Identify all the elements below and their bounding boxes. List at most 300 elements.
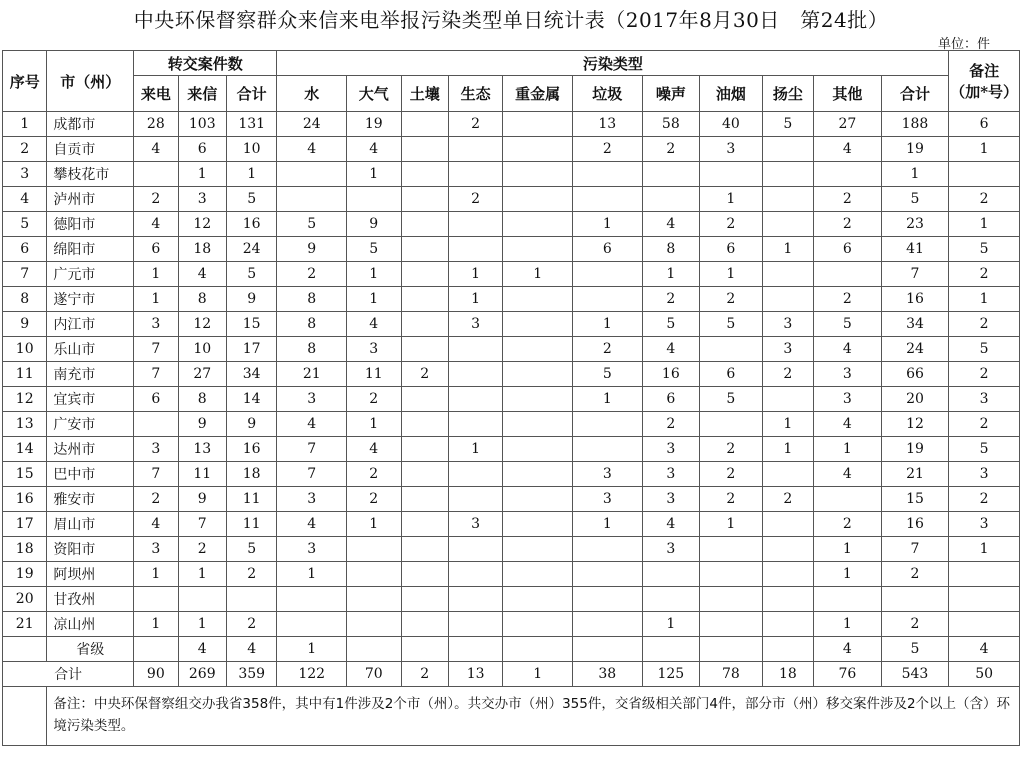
header-pollution-col: 大气 [347, 76, 401, 112]
row-seq: 9 [3, 312, 47, 337]
row-value [347, 612, 401, 637]
row-seq: 6 [3, 237, 47, 262]
row-city: 乐山市 [47, 337, 134, 362]
row-value [448, 387, 502, 412]
header-pollution-col: 油烟 [700, 76, 763, 112]
row-value [401, 187, 448, 212]
header-pollution-col: 垃圾 [572, 76, 642, 112]
row-value: 10 [178, 337, 226, 362]
table-row [3, 537, 1020, 562]
row-value [401, 487, 448, 512]
row-value: 5 [814, 312, 882, 337]
row-city: 广元市 [47, 262, 134, 287]
row-value [401, 337, 448, 362]
row-value [401, 212, 448, 237]
row-value [448, 612, 502, 637]
row-value [700, 337, 763, 362]
row-value [134, 162, 178, 187]
row-value: 1 [572, 387, 642, 412]
row-value: 5 [347, 237, 401, 262]
row-value: 3 [572, 462, 642, 487]
row-value [762, 212, 813, 237]
table-row [3, 437, 1020, 462]
row-value: 3 [642, 537, 700, 562]
province-value [700, 637, 763, 662]
row-value: 8 [277, 287, 347, 312]
row-value: 1 [572, 512, 642, 537]
total-value: 78 [700, 662, 763, 687]
row-value [572, 612, 642, 637]
row-value: 10 [226, 137, 276, 162]
row-value: 4 [277, 412, 347, 437]
row-value: 1 [448, 262, 502, 287]
header-pollution-col: 其他 [814, 76, 882, 112]
table-row [3, 587, 1020, 612]
row-value [642, 162, 700, 187]
table-row [3, 237, 1020, 262]
row-value: 14 [226, 387, 276, 412]
total-value: 90 [134, 662, 178, 687]
row-value [503, 112, 573, 137]
table-row [3, 512, 1020, 537]
row-value [700, 612, 763, 637]
row-value [401, 562, 448, 587]
row-value: 2 [277, 262, 347, 287]
row-value [700, 537, 763, 562]
row-value: 1 [814, 562, 882, 587]
province-value [762, 637, 813, 662]
row-value: 16 [881, 287, 949, 312]
province-value [448, 637, 502, 662]
row-value [448, 212, 502, 237]
row-value [503, 137, 573, 162]
row-seq: 18 [3, 537, 47, 562]
row-value: 103 [178, 112, 226, 137]
row-value: 1 [572, 312, 642, 337]
row-value: 3 [134, 312, 178, 337]
row-value [762, 562, 813, 587]
row-value: 5 [226, 537, 276, 562]
row-value: 18 [226, 462, 276, 487]
row-value: 12 [178, 212, 226, 237]
row-value [572, 562, 642, 587]
row-value: 6 [572, 237, 642, 262]
row-value: 1 [949, 212, 1020, 237]
unit-label: 单位：件 [937, 37, 990, 52]
row-value: 3 [949, 512, 1020, 537]
row-value: 8 [178, 287, 226, 312]
row-value: 6 [814, 237, 882, 262]
row-value [572, 412, 642, 437]
row-value: 2 [949, 362, 1020, 387]
row-value [700, 587, 763, 612]
row-value [503, 187, 573, 212]
table-row [3, 112, 1020, 137]
row-value: 12 [178, 312, 226, 337]
row-value: 6 [700, 237, 763, 262]
header-pollution-col: 重金属 [503, 76, 573, 112]
row-value [448, 537, 502, 562]
row-value: 2 [881, 612, 949, 637]
row-value: 8 [277, 337, 347, 362]
row-value: 3 [572, 487, 642, 512]
row-value: 4 [134, 137, 178, 162]
note-row [3, 687, 1020, 746]
row-seq: 2 [3, 137, 47, 162]
total-value: 1 [503, 662, 573, 687]
row-value [448, 162, 502, 187]
row-value [226, 587, 276, 612]
row-value: 16 [226, 212, 276, 237]
row-value: 2 [134, 487, 178, 512]
row-value: 1 [762, 437, 813, 462]
row-value: 11 [226, 512, 276, 537]
row-value: 3 [134, 437, 178, 462]
row-value: 4 [134, 212, 178, 237]
row-value [178, 587, 226, 612]
row-value [401, 262, 448, 287]
row-value [503, 162, 573, 187]
table-row [3, 462, 1020, 487]
row-value [448, 137, 502, 162]
row-value: 3 [642, 487, 700, 512]
row-value: 2 [226, 562, 276, 587]
row-value: 2 [700, 287, 763, 312]
row-value: 7 [881, 262, 949, 287]
province-value: 4 [178, 637, 226, 662]
province-row [3, 637, 1020, 662]
row-seq: 21 [3, 612, 47, 637]
row-value: 5 [226, 262, 276, 287]
row-value [503, 462, 573, 487]
row-value [401, 462, 448, 487]
row-value: 2 [448, 187, 502, 212]
row-value [401, 137, 448, 162]
row-city: 阿坝州 [47, 562, 134, 587]
row-value: 6 [134, 237, 178, 262]
row-value: 4 [134, 512, 178, 537]
row-seq: 8 [3, 287, 47, 312]
province-value [503, 637, 573, 662]
header-pollution-col: 水 [277, 76, 347, 112]
row-city: 内江市 [47, 312, 134, 337]
table-row [3, 487, 1020, 512]
row-value: 188 [881, 112, 949, 137]
row-value: 1 [178, 162, 226, 187]
header-transfer-col: 来电 [134, 76, 178, 112]
row-value: 3 [448, 312, 502, 337]
row-value: 66 [881, 362, 949, 387]
row-value [881, 587, 949, 612]
row-value [134, 412, 178, 437]
table-row [3, 312, 1020, 337]
row-value: 7 [881, 537, 949, 562]
table-row [3, 262, 1020, 287]
row-value [401, 612, 448, 637]
row-value [762, 462, 813, 487]
row-value [503, 562, 573, 587]
row-value [401, 587, 448, 612]
row-value [448, 337, 502, 362]
header-city: 市（州） [47, 51, 134, 112]
row-value: 6 [642, 387, 700, 412]
row-value: 16 [881, 512, 949, 537]
row-city: 资阳市 [47, 537, 134, 562]
row-value: 5 [949, 237, 1020, 262]
total-value: 18 [762, 662, 813, 687]
row-value [503, 212, 573, 237]
row-value: 5 [572, 362, 642, 387]
row-value [572, 162, 642, 187]
row-value: 3 [814, 387, 882, 412]
row-value [401, 162, 448, 187]
row-value [572, 187, 642, 212]
statistics-table [2, 50, 1020, 746]
row-value [572, 537, 642, 562]
province-value [347, 637, 401, 662]
row-value: 2 [814, 212, 882, 237]
row-city: 巴中市 [47, 462, 134, 487]
row-value: 1 [448, 287, 502, 312]
row-value: 58 [642, 112, 700, 137]
row-seq: 1 [3, 112, 47, 137]
row-value [401, 112, 448, 137]
row-value: 4 [347, 137, 401, 162]
header-remark: 备注 （加*号） [949, 51, 1020, 112]
row-value: 3 [762, 337, 813, 362]
row-value: 18 [178, 237, 226, 262]
row-value: 6 [134, 387, 178, 412]
row-value: 15 [881, 487, 949, 512]
row-value: 5 [700, 387, 763, 412]
province-value [134, 637, 178, 662]
row-value: 27 [178, 362, 226, 387]
row-city: 雅安市 [47, 487, 134, 512]
row-value: 1 [700, 187, 763, 212]
row-seq: 20 [3, 587, 47, 612]
header-pollution-col: 噪声 [642, 76, 700, 112]
row-value: 23 [881, 212, 949, 237]
total-value: 70 [347, 662, 401, 687]
row-value: 4 [642, 512, 700, 537]
row-value: 1 [347, 412, 401, 437]
row-value [814, 587, 882, 612]
row-value: 3 [277, 387, 347, 412]
row-value: 11 [178, 462, 226, 487]
row-value: 6 [178, 137, 226, 162]
row-value: 1 [700, 512, 763, 537]
total-row [3, 662, 1020, 687]
row-seq: 17 [3, 512, 47, 537]
row-value: 24 [277, 112, 347, 137]
row-value: 2 [448, 112, 502, 137]
row-value [762, 287, 813, 312]
row-value: 1 [762, 412, 813, 437]
row-value: 5 [642, 312, 700, 337]
row-value: 2 [949, 262, 1020, 287]
row-value [448, 562, 502, 587]
row-city: 凉山州 [47, 612, 134, 637]
row-seq: 13 [3, 412, 47, 437]
row-city: 南充市 [47, 362, 134, 387]
header-seq: 序号 [3, 51, 47, 112]
row-value: 2 [762, 362, 813, 387]
row-value [347, 562, 401, 587]
row-value [949, 612, 1020, 637]
table-row [3, 562, 1020, 587]
row-value: 4 [277, 137, 347, 162]
header-pollution-col: 扬尘 [762, 76, 813, 112]
row-value: 6 [949, 112, 1020, 137]
row-value: 3 [700, 137, 763, 162]
row-city: 眉山市 [47, 512, 134, 537]
row-value [448, 462, 502, 487]
row-value [503, 412, 573, 437]
row-value: 21 [881, 462, 949, 487]
row-value: 2 [178, 537, 226, 562]
row-value [401, 312, 448, 337]
row-value: 5 [277, 212, 347, 237]
row-value: 9 [226, 287, 276, 312]
row-value: 3 [277, 537, 347, 562]
row-value [503, 612, 573, 637]
row-value [401, 387, 448, 412]
province-value: 1 [277, 637, 347, 662]
row-value: 8 [178, 387, 226, 412]
row-value: 4 [347, 312, 401, 337]
row-value [401, 437, 448, 462]
row-value: 2 [572, 137, 642, 162]
row-value: 4 [277, 512, 347, 537]
table-note: 备注：中央环保督察组交办我省358件，其中有1件涉及2个市（州）。共交办市（州）355件，交省级相关部门4件，部分市（州）移交案件涉及2个以上（含）环境污染类型。 [47, 687, 1020, 746]
row-city: 泸州市 [47, 187, 134, 212]
row-value [762, 387, 813, 412]
table-row [3, 612, 1020, 637]
row-value: 2 [814, 512, 882, 537]
row-value [572, 287, 642, 312]
table-row [3, 287, 1020, 312]
row-value: 2 [949, 187, 1020, 212]
row-value [503, 337, 573, 362]
row-value [503, 537, 573, 562]
row-seq: 15 [3, 462, 47, 487]
row-seq: 4 [3, 187, 47, 212]
row-city: 德阳市 [47, 212, 134, 237]
row-value: 1 [226, 162, 276, 187]
total-value: 125 [642, 662, 700, 687]
row-value: 7 [277, 462, 347, 487]
row-value [503, 237, 573, 262]
row-value: 2 [572, 337, 642, 362]
row-seq-empty [3, 637, 47, 662]
row-value: 4 [814, 137, 882, 162]
row-value: 2 [347, 462, 401, 487]
row-value: 19 [881, 137, 949, 162]
row-city: 达州市 [47, 437, 134, 462]
total-value: 359 [226, 662, 276, 687]
row-value: 1 [347, 287, 401, 312]
row-value: 13 [178, 437, 226, 462]
row-value [762, 137, 813, 162]
sheet-title: 中央环保督察群众来信来电举报污染类型单日统计表（2017年8月30日 第24批） [133, 8, 889, 32]
row-value [572, 437, 642, 462]
row-value: 2 [814, 187, 882, 212]
row-value: 1 [134, 612, 178, 637]
row-value [700, 162, 763, 187]
total-value: 543 [881, 662, 949, 687]
row-value: 9 [347, 212, 401, 237]
row-value: 20 [881, 387, 949, 412]
province-value [401, 637, 448, 662]
row-seq: 12 [3, 387, 47, 412]
header-transfer-group: 转交案件数 [134, 51, 277, 76]
total-value: 50 [949, 662, 1020, 687]
row-value: 3 [762, 312, 813, 337]
row-value: 9 [277, 237, 347, 262]
row-value: 2 [814, 287, 882, 312]
row-value: 9 [178, 487, 226, 512]
row-value: 2 [949, 412, 1020, 437]
row-value [762, 162, 813, 187]
row-seq: 16 [3, 487, 47, 512]
row-value: 4 [642, 212, 700, 237]
row-value: 5 [881, 187, 949, 212]
row-value [277, 187, 347, 212]
row-value: 12 [881, 412, 949, 437]
row-value [503, 587, 573, 612]
row-value [401, 512, 448, 537]
row-value: 1 [134, 262, 178, 287]
row-value [762, 537, 813, 562]
province-value: 5 [881, 637, 949, 662]
row-value: 3 [178, 187, 226, 212]
row-value [700, 562, 763, 587]
row-city: 自贡市 [47, 137, 134, 162]
row-value: 8 [642, 237, 700, 262]
total-label: 合计 [3, 662, 134, 687]
row-value [277, 612, 347, 637]
row-city: 攀枝花市 [47, 162, 134, 187]
row-value: 1 [949, 537, 1020, 562]
row-value: 9 [178, 412, 226, 437]
row-value: 1 [347, 162, 401, 187]
row-value [448, 587, 502, 612]
row-value: 2 [881, 562, 949, 587]
row-value: 3 [814, 362, 882, 387]
header-transfer-col: 来信 [178, 76, 226, 112]
row-value: 2 [700, 462, 763, 487]
row-value [347, 537, 401, 562]
province-value: 4 [949, 637, 1020, 662]
row-value [401, 287, 448, 312]
table-row [3, 212, 1020, 237]
total-value: 122 [277, 662, 347, 687]
row-value: 5 [762, 112, 813, 137]
row-value [762, 587, 813, 612]
row-value: 9 [226, 412, 276, 437]
row-city: 成都市 [47, 112, 134, 137]
row-value: 4 [814, 462, 882, 487]
header-pollution-group: 污染类型 [277, 51, 949, 76]
row-value: 1 [881, 162, 949, 187]
row-value [949, 562, 1020, 587]
row-value: 5 [226, 187, 276, 212]
row-value: 4 [347, 437, 401, 462]
row-city: 甘孜州 [47, 587, 134, 612]
row-value [347, 587, 401, 612]
table-row [3, 337, 1020, 362]
row-value [814, 262, 882, 287]
